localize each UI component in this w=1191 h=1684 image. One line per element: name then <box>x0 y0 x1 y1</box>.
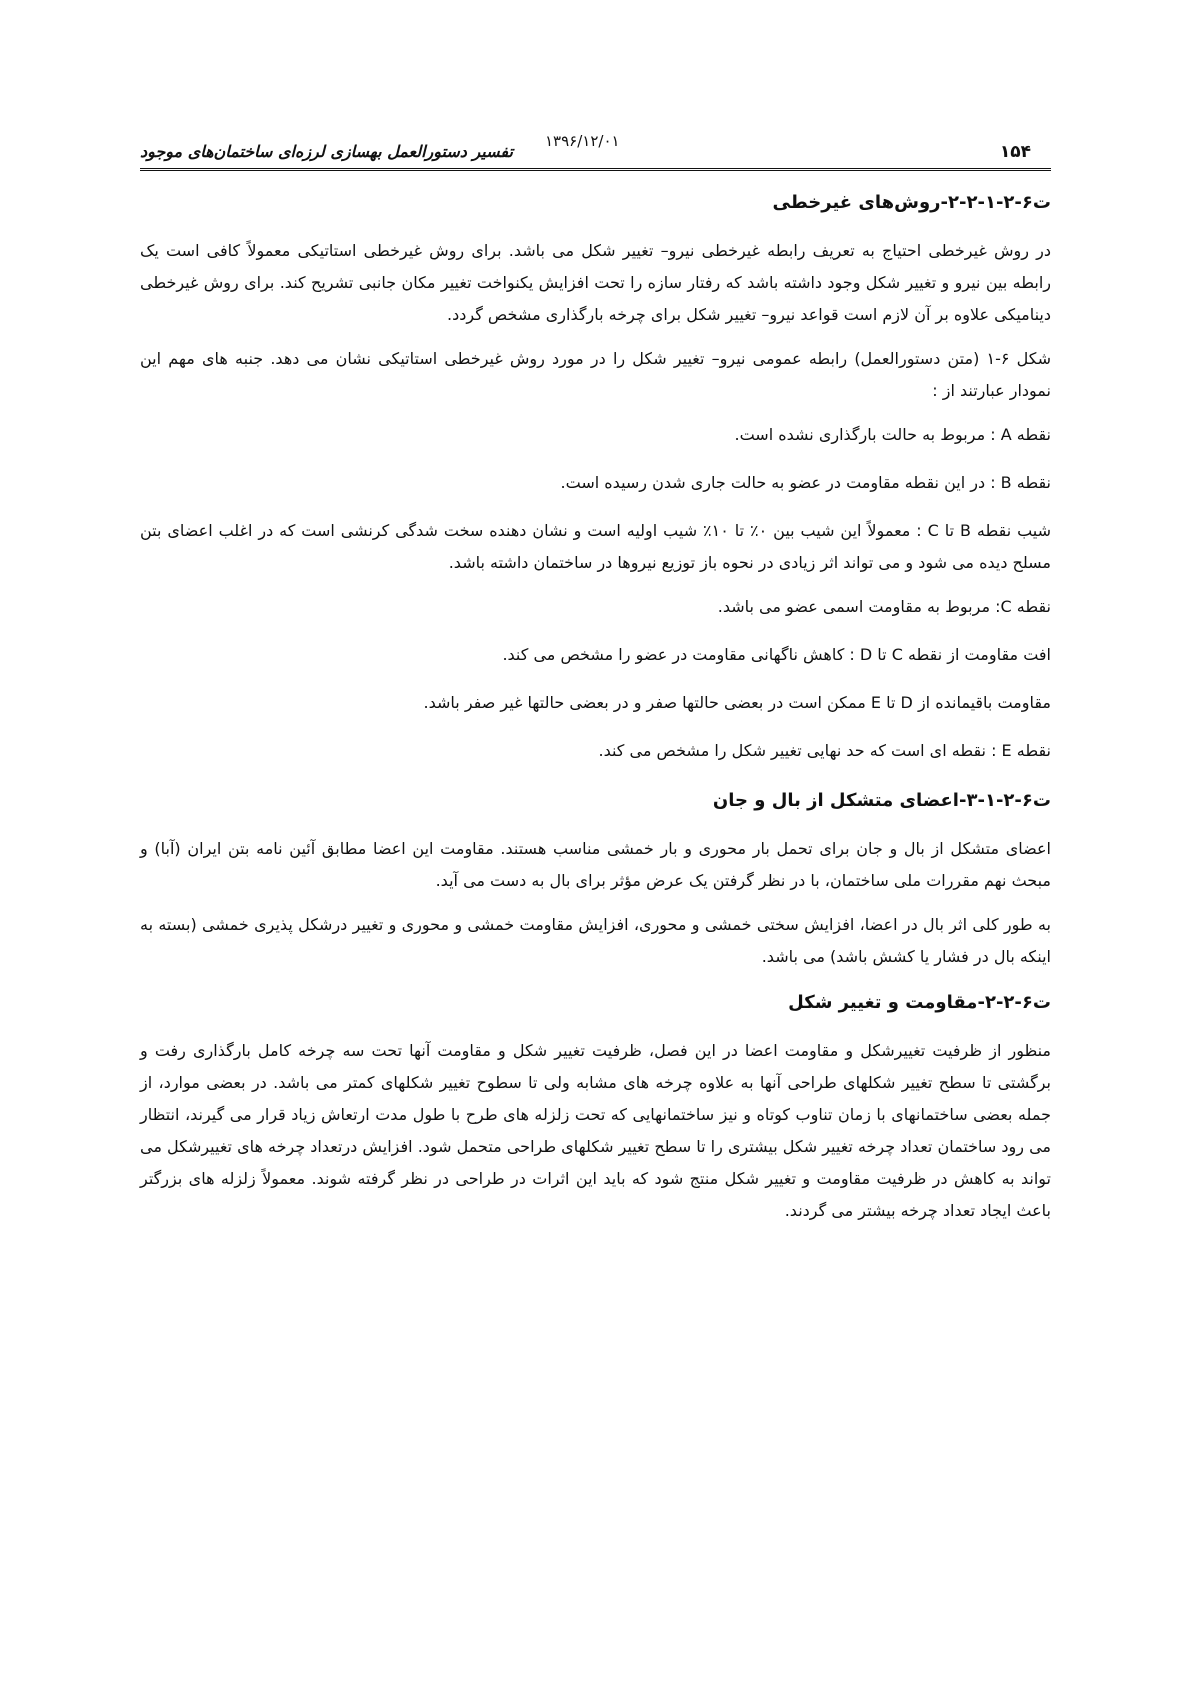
slope-b-c-item: شیب نقطه B تا C : معمولاً این شیب بین ۰٪ تا ۱۰٪ شیب اولیه است و نشان دهنده سخت شدگی کرنشی است که در اغلب اعضای بتن مسلح دیده می شود و می تواند اثر زیادی در نحوه باز توزیع نیروها در ساختمان داشته باشد. <box>140 521 1052 572</box>
paragraph-flanged-members: اعضای متشکل از بال و جان برای تحمل بار محوری و بار خمشی مناسب هستند. مقاومت این اعضا مطابق آئین نامه بتن ایران (آبا) و مبحث نهم مقررات ملی ساختمان، با در نظر گرفتن یک عرض مؤثر برای بال به دست می آید. <box>140 839 1051 890</box>
paragraph-flange-effect: به طور کلی اثر بال در اعضا، افزایش سختی خمشی و محوری، افزایش مقاومت خمشی و محوری و تغییر درشکل پذیری خمشی (بسته به اینکه بال در فشار یا کشش باشد) می باشد. <box>140 915 1051 966</box>
page-header <box>140 128 1051 164</box>
point-e-item: نقطه E : نقطه ای است که حد نهایی تغییر شکل را مشخص می کند. <box>598 741 1051 760</box>
drop-c-d-item: افت مقاومت از نقطه C تا D : کاهش ناگهانی مقاومت در عضو را مشخص می کند. <box>502 645 1051 664</box>
page-number: ۱۵۴ <box>999 142 1031 162</box>
paragraph-figure-description: شکل ۶-۱ (متن دستورالعمل) رابطه عمومی نیرو– تغییر شکل را در مورد روش غیرخطی استاتیکی نشان می دهد. جنبه های مهم این نمودار عبارتند از : <box>140 349 1052 400</box>
section-heading-strength-deformation: ت۶-۲-۲-مقاومت و تغییر شکل <box>788 992 1051 1013</box>
section-heading-nonlinear-methods: ت۶-۲-۱-۲-۲-روش‌های غیرخطی <box>772 192 1051 213</box>
header-date: ۱۳۹۶/۱۲/۰۱ <box>545 132 620 150</box>
point-b-item: نقطه B : در این نقطه مقاومت در عضو به حالت جاری شدن رسیده است. <box>560 473 1051 492</box>
paragraph-nonlinear-intro: در روش غیرخطی احتیاج به تعریف رابطه غیرخطی نیرو– تغییر شکل می باشد. برای روش غیرخطی استاتیکی معمولاً کافی است یک رابطه بین نیرو و تغییر شکل وجود داشته باشد که رفتار سازه را تحت افزایش یکنواخت تغییر مکان جانبی تشریح کند. برای روش غیرخطی دینامیکی علاوه بر آن لازم است قواعد نیرو– تغییر شکل برای چرخه بارگذاری مشخص گردد. <box>140 241 1051 324</box>
header-divider <box>140 168 1051 173</box>
section-heading-flanged-members: ت۶-۲-۱-۳-اعضای متشکل از بال و جان <box>712 790 1051 811</box>
paragraph-strength-deformation: منظور از ظرفیت تغییرشکل و مقاومت اعضا در این فصل، ظرفیت تغییر شکل و مقاومت آنها تحت سه چرخه کامل بارگذاری رفت و برگشتی تا سطح تغییر شکلهای طراحی آنها به علاوه چرخه های مشابه ولی تا سطوح تغییر شکلهای کمتر می باشد. در بعضی موارد، از جمله بعضی ساختمانهای با زمان تناوب کوتاه و نیز ساختمانهایی که تحت زلزله های طرح با طول مدت ارتعاش زیاد قرار می گیرند، انتظار می رود ساختمان تعداد چرخه تغییر شکل بیشتری را تا سطح تغییر شکلهای طراحی متحمل شود. افزایش درتعداد چرخه های تغییرشکل می تواند به کاهش در ظرفیت مقاومت و تغییر شکل منتج شود که باید این اثرات در طراحی در نظر گرفته شوند. معمولاً زلزله های بزرگتر باعث ایجاد تعداد چرخه بیشتر می گردند. <box>140 1041 1051 1220</box>
page-body <box>140 185 1051 1239</box>
residual-d-e-item: مقاومت باقیمانده از D تا E ممکن است در بعضی حالتها صفر و در بعضی حالتها غیر صفر باشد. <box>423 693 1051 712</box>
point-a-item: نقطه A : مربوط به حالت بارگذاری نشده است. <box>734 425 1051 444</box>
point-c-item: نقطه C: مربوط به مقاومت اسمی عضو می باشد. <box>717 597 1051 616</box>
running-title: تفسیر دستورالعمل بهسازی لرزه‌ای ساختمان‌های موجود <box>140 142 513 161</box>
